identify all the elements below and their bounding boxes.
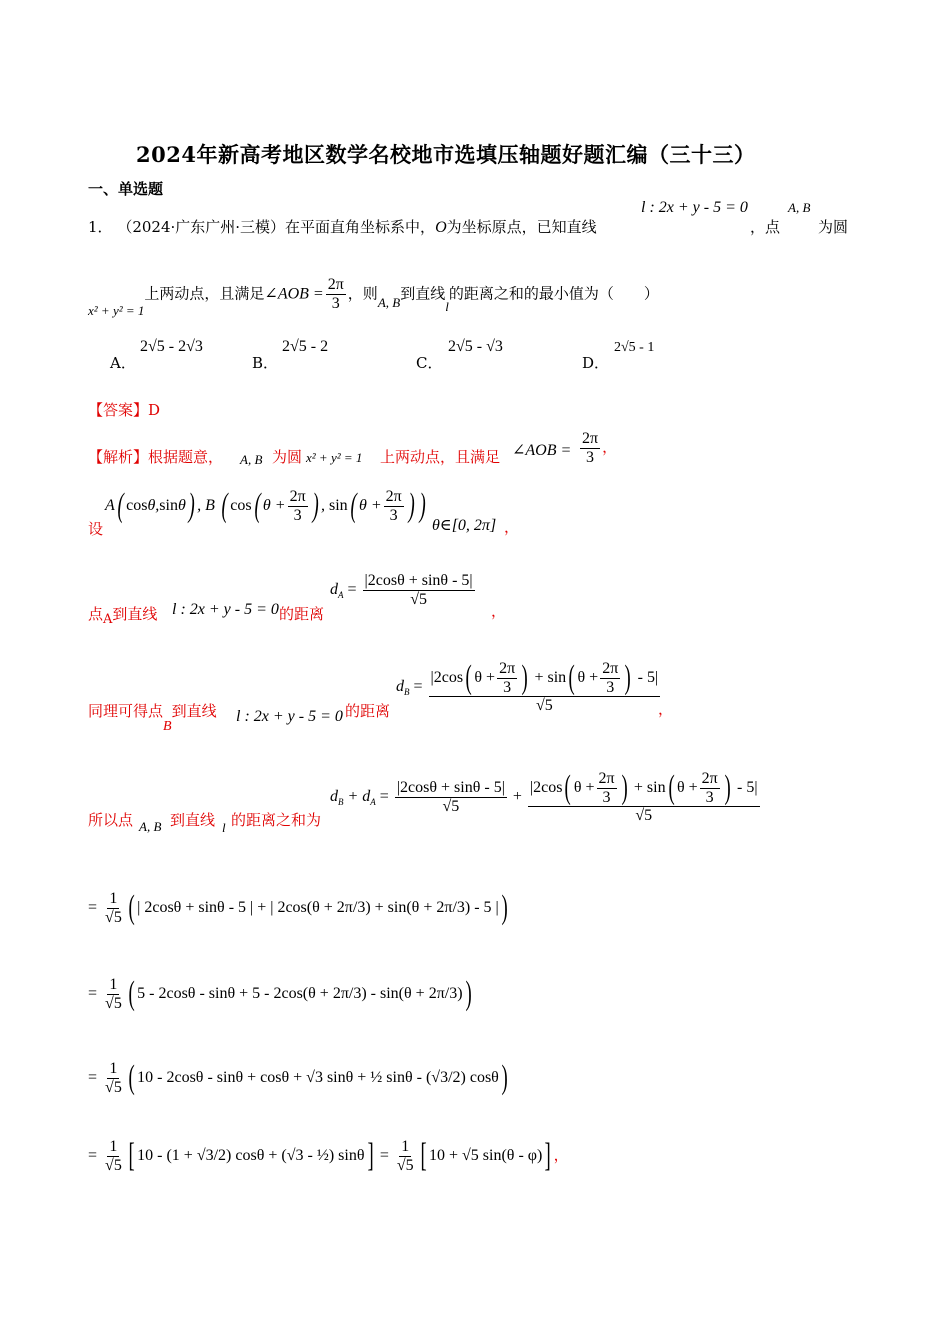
question-text: 上两动点，且满足 (144, 284, 265, 303)
question-source: （2024·广东广州·三模） (117, 218, 286, 236)
analysis-text: 的距离 (345, 702, 391, 720)
distance-dA: $d_A$ = $\frac{|2\cos\theta + \sin\theta - 5|}{√5}$ (330, 572, 473, 608)
analysis-text: 的距离 (279, 605, 325, 623)
analysis-text: 的距离之和为 (231, 811, 322, 829)
step-4-expression: 10 - (1 + √3/2) cosθ + (√3 - ½) sinθ (137, 1146, 365, 1164)
analysis-text: 到直线 (112, 605, 158, 623)
step-3-expression: 10 - 2cosθ - sinθ + cosθ + √3 sinθ + ½ sinθ - (√3/2) cosθ (137, 1068, 499, 1086)
line-equation: l : 2x + y - 5 = 0 (236, 708, 343, 725)
analysis-text: 所以点 (88, 811, 134, 829)
distance-dB: $d_B$ = |2cos( θ + $\frac{2\pi}{3}$ ) + sin( θ + $\frac{2\pi}{3}$ ) - 5| √5 (396, 659, 659, 715)
angle-denominator: 3 (331, 294, 340, 312)
option-a-value: 2√5 - 2√3 (140, 338, 203, 355)
angle-numerator: 2π (582, 430, 599, 447)
point-A-label: A (103, 612, 113, 627)
option-b-value: 2√5 - 2 (282, 338, 329, 355)
analysis-text: 设 (88, 520, 104, 538)
question-text: 到直线 (400, 284, 446, 303)
line-label: l (222, 820, 226, 835)
analysis-line-1 (88, 446, 223, 467)
analysis-text: 同理可得点 (88, 702, 164, 720)
points-label: A, B (788, 200, 811, 215)
answer (88, 399, 160, 420)
step-1-expression: | 2cosθ + sinθ - 5 | + | 2cos(θ + 2π/3) + sin(θ + 2π/3) - 5 | (137, 898, 499, 916)
question-text: 为圆 (818, 218, 849, 236)
step-2: = $\frac{1}{√5}$ ( 5 - 2cosθ - sinθ + 5 - 2cos(θ + 2π/3) - sin(θ + 2π/3)) (88, 975, 472, 1013)
analysis-text: 到直线 (170, 811, 216, 829)
question-text: 为坐标原点，已知直线 (446, 218, 597, 236)
distance-sum: $d_B + d_A$ = $\frac{|2\cos\theta + \sin\theta - 5|}{√5}$ + |2cos( θ + $\frac{2\pi}{3}$ ) + sin( θ + $\frac{2\pi}{3}$ ) - 5| √5 (330, 769, 758, 825)
theta-range: θ∈[0, 2π] (432, 517, 497, 534)
points-label: A, B (139, 819, 162, 834)
points-label: A, B (377, 294, 401, 310)
analysis-text: 上两动点，且满足 (380, 448, 501, 466)
option-d-value: 2√5 - 1 (614, 340, 655, 355)
angle-denominator: 3 (586, 448, 595, 466)
angle-numerator: 2π (327, 276, 344, 293)
question-line-2 (88, 276, 659, 318)
angle-condition: ∠AOB = (264, 285, 324, 303)
analysis-text: 根据题意， (148, 448, 224, 466)
question-line-1 (88, 216, 597, 237)
step-1: = $\frac{1}{√5}$ ( | 2cosθ + sinθ - 5 | + | 2cos(θ + 2π/3) + sin(θ + 2π/3) - 5 |) (88, 889, 508, 927)
angle-condition: ∠AOB = (512, 442, 572, 459)
question-text: ，点 (750, 218, 781, 236)
section-heading: 一、单选题 (88, 180, 164, 198)
option-b-label: B． (252, 354, 279, 372)
line-label: l (445, 298, 449, 314)
step-4-result: 10 + √5 sin(θ - φ) (428, 1146, 543, 1164)
page-title: 2024年新高考地区数学名校地市选填压轴题好题汇编（三十三） (136, 142, 756, 167)
analysis-text: 为圆 (272, 448, 303, 466)
coordinates-A-B: A( cosθ,sinθ) , B ( cos( θ + $\frac{2\pi}{3}$ ) , sin( θ + $\frac{2\pi}{3}$ ) ) (105, 487, 426, 525)
circle-equation: x² + y² = 1 (88, 302, 145, 318)
line-equation: l : 2x + y - 5 = 0 (172, 601, 279, 618)
answer-value: D (148, 401, 161, 419)
analysis-label: 【解析】 (88, 448, 149, 466)
analysis-text: 到直线 (171, 702, 217, 720)
circle-equation: x² + y² = 1 (306, 450, 363, 465)
angle-fraction (326, 276, 346, 312)
option-d-label: D． (582, 354, 610, 372)
question-text: 在平面直角坐标系中， (285, 218, 436, 236)
answer-label: 【答案】 (88, 401, 149, 419)
origin-symbol: O (435, 219, 447, 236)
question-number: 1． (88, 218, 113, 236)
points-label: A, B (240, 452, 263, 467)
step-2-expression: 5 - 2cosθ - sinθ + 5 - 2cos(θ + 2π/3) - sin(θ + 2π/3) (137, 984, 463, 1002)
question-text: 的距离之和的最小值为（ ） (448, 284, 659, 303)
analysis-text: 点 (88, 605, 104, 623)
question-text: ，则 (347, 284, 378, 303)
step-4: = $\frac{1}{√5}$ [ 10 - (1 + √3/2) cosθ + (√3 - ½) sinθ] = $\frac{1}{√5}$ [ 10 + √5 sin(θ - φ)] ， (88, 1137, 569, 1175)
option-c-label: C． (416, 354, 443, 372)
option-a-label: A． (110, 354, 136, 372)
option-c-value: 2√5 - √3 (448, 338, 503, 355)
angle-fraction: $\frac{2\pi}{3}$ ， (582, 430, 618, 466)
analysis-line-3 (88, 603, 158, 627)
analysis-line-4 (88, 700, 217, 734)
line-equation: l : 2x + y - 5 = 0 (641, 199, 748, 216)
point-B-label: B (163, 719, 172, 734)
step-3: = $\frac{1}{√5}$ ( 10 - 2cosθ - sinθ + cosθ + √3 sinθ + ½ sinθ - (√3/2) cosθ) (88, 1059, 508, 1097)
dA-numerator: |2cosθ + sinθ - 5| (364, 572, 473, 589)
